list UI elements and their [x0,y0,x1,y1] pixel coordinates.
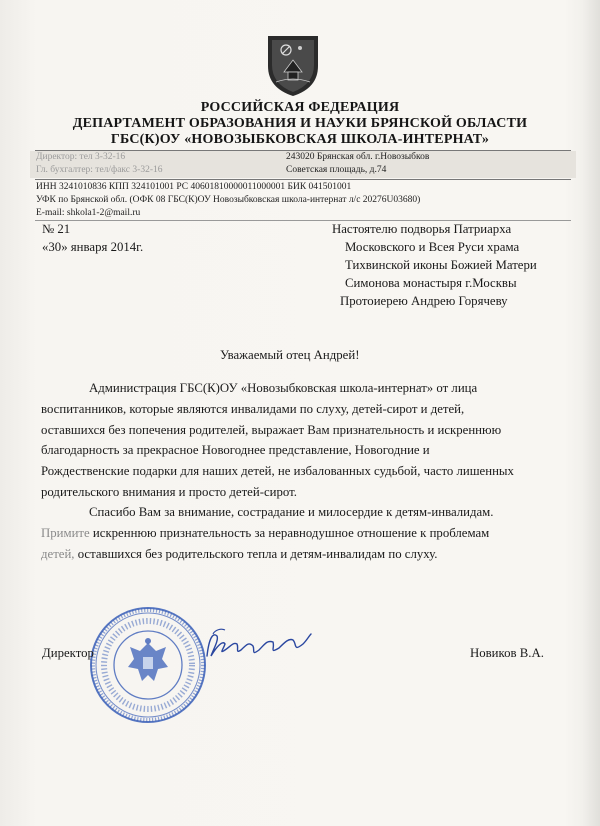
addressee-line-2: Московского и Всея Руси храма [345,240,520,254]
body-line [41,544,557,565]
body-line: оставшихся без попечения родителей, выражает Вам признательность и искреннюю [41,422,502,437]
signatory-name: Новиков В.А. [470,646,544,660]
body-text: оставшихся без родительского тепла и детям-инвалидам по слуху. [74,546,438,561]
greeting: Уважаемый отец Андрей! [220,348,360,362]
signatory-position: Директор [42,646,94,660]
addressee-line-1: Настоятелю подворья Патриарха [332,222,512,236]
body-line [41,523,557,544]
address-line-1: 243020 Брянская обл. г.Новозыбков [286,152,430,162]
scan-edge-shadow [582,0,600,826]
school-heading: ГБС(К)ОУ «НОВОЗЫБКОВСКАЯ ШКОЛА-ИНТЕРНАТ» [110,132,490,147]
coat-of-arms-emblem [262,32,324,98]
department-heading: ДЕПАРТАМЕНТ ОБРАЗОВАНИЯ И НАУКИ БРЯНСКОЙ ОБЛАСТИ [72,116,528,131]
director-phone: Директор: тел 3-32-16 [36,152,126,162]
body-text: искреннюю признательность за неравнодушное отношение к проблемам [89,525,490,540]
letter-date: «30» января 2014г. [42,240,144,254]
body-line: родительского внимания и просто детей-сирот. [41,484,297,499]
ufk-requisites: УФК по Брянской обл. (ОФК 08 ГБС(К)ОУ Новозыбковская школа-интернат л/с 20276U03680) [36,195,421,205]
body-line: Администрация ГБС(К)ОУ «Новозыбковская школа-интернат» от лица [89,381,478,395]
country-heading: РОССИЙСКАЯ ФЕДЕРАЦИЯ [200,100,400,115]
body-line: благодарность за прекрасное Новогоднее представление, Новогодние и [41,443,430,458]
address-line-2: Советская площадь, д.74 [286,165,387,175]
body-line: Рождественские подарки для наших детей, не избалованных судьбой, часто лишенных [41,464,514,479]
addressee-line-3: Тихвинской иконы Божией Матери [345,258,537,272]
faded-word: детей, [41,546,75,561]
email: E-mail: shkola1-2@mail.ru [36,208,141,218]
bank-requisites: ИНН 3241010836 КПП 324101001 РС 40601810000011000001 БИК 041501001 [36,182,352,192]
body-paragraph-1 [41,378,557,503]
handwritten-signature [203,626,315,664]
requisites-divider [35,220,571,221]
official-seal-stamp [88,605,208,725]
accountant-phone: Гл. бухгалтер: тел/факс 3-32-16 [36,165,163,175]
body-line: Спасибо Вам за внимание, сострадание и милосердие к детям-инвалидам. [89,505,494,519]
contact-divider [35,179,571,180]
letter-number: № 21 [42,222,71,236]
body-paragraph-2 [41,502,557,564]
faded-word: Примите [41,525,90,540]
addressee-line-4: Симонова монастыря г.Москвы [345,276,517,290]
body-line: воспитанников, которые являются инвалидами по слуху, детей-сирот и детей, [41,401,465,416]
addressee-line-5: Протоиерею Андрею Горячеву [340,294,508,308]
